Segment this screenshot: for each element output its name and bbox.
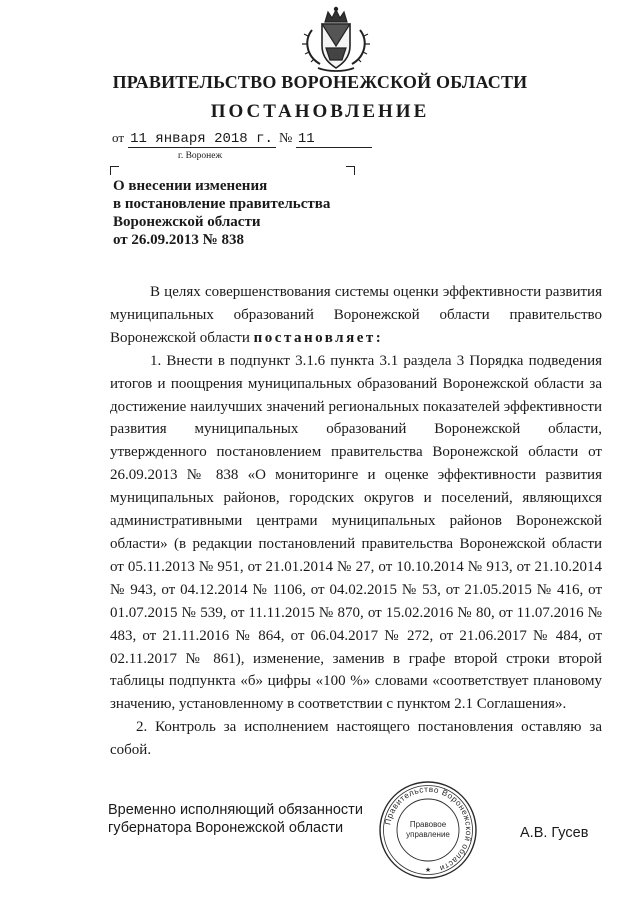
signer-position-line: губернатора Воронежской области [108, 820, 344, 836]
number-value: 11 [296, 131, 372, 148]
svg-text:Правовое: Правовое [409, 820, 447, 829]
item-2-paragraph: 2. Контроль за исполнением настоящего постановления оставляю за собой. [110, 719, 602, 759]
government-title: ПРАВИТЕЛЬСТВО ВОРОНЕЖСКОЙ ОБЛАСТИ [112, 72, 528, 92]
signer-position [108, 801, 363, 837]
signer-name: А.В. Гусев [520, 825, 589, 841]
subject-block [113, 177, 373, 249]
item-1-paragraph: 1. Внести в подпункт 3.1.6 пункта 3.1 раздела 3 Порядка подведения итогов и поощрения муниципальных образований Воронежской области за достижение наилучших значений региональных показателей эффективности развития муниципальных образований Воронежской области, утвержденного постановлением правительства Воронежской области от 26.09.2013 № 838 «О мониторинге и оценке эффективности развития муниципальных районов, городских округов и поселений, являющихся административными центрами муниципальных районов Воронежской области» (в редакции постановлений правительства Воронежской области от 05.11.2013 № 951, от 21.01.2014 № 27, от 10.10.2014 № 913, от 21.10.2014 № 943, от 04.12.2014 № 1106, от 04.02.2015 № 53, от 21.05.2015 № 416, от 01.07.2015 № 539, от 11.11.2015 № 870, от 15.02.2016 № 80, от 11.07.2016 № 483, от 21.11.2016 № 864, от 06.04.2017 № 272, от 21.06.2017 № 484, от 02.11.2017 № 861), изменение, заменив в графе второй строки второй таблицы подпункта «б» цифры «100 %» словами «соответствует плановому значению, установленному в соответствии с пунктом 2.1 Соглашения». [110, 352, 602, 713]
preamble-text: В целях совершенствования системы оценки эффективности развития муниципальных образований Воронежской области правительство Воронежской области [110, 284, 602, 346]
city-label: г. Воронеж [178, 151, 223, 161]
svg-text:★: ★ [424, 867, 432, 874]
number-label: № [279, 131, 293, 146]
preamble-resolves: постановляет: [253, 329, 384, 346]
subject-line: О внесении изменения [113, 178, 268, 194]
preamble-paragraph [110, 281, 602, 350]
svg-text:Правительство Воронежской обла: Правительство Воронежской области [383, 784, 474, 874]
coat-of-arms-emblem [298, 6, 374, 74]
signer-position-line: Временно исполняющий обязанности [108, 802, 363, 818]
date-prefix: от [112, 130, 125, 145]
document-body [110, 281, 602, 762]
subject-line: в постановление правительства [113, 196, 331, 212]
subject-bracket-right [346, 166, 355, 175]
subject-line: от 26.09.2013 № 838 [113, 232, 244, 248]
document-type-title: ПОСТАНОВЛЕНИЕ [210, 101, 430, 122]
date-value: 11 января 2018 г. [128, 131, 276, 148]
date-line [112, 130, 372, 148]
official-stamp [378, 780, 478, 880]
subject-bracket-left [110, 166, 119, 175]
subject-line: Воронежской области [113, 214, 261, 230]
svg-text:управление: управление [406, 830, 450, 839]
